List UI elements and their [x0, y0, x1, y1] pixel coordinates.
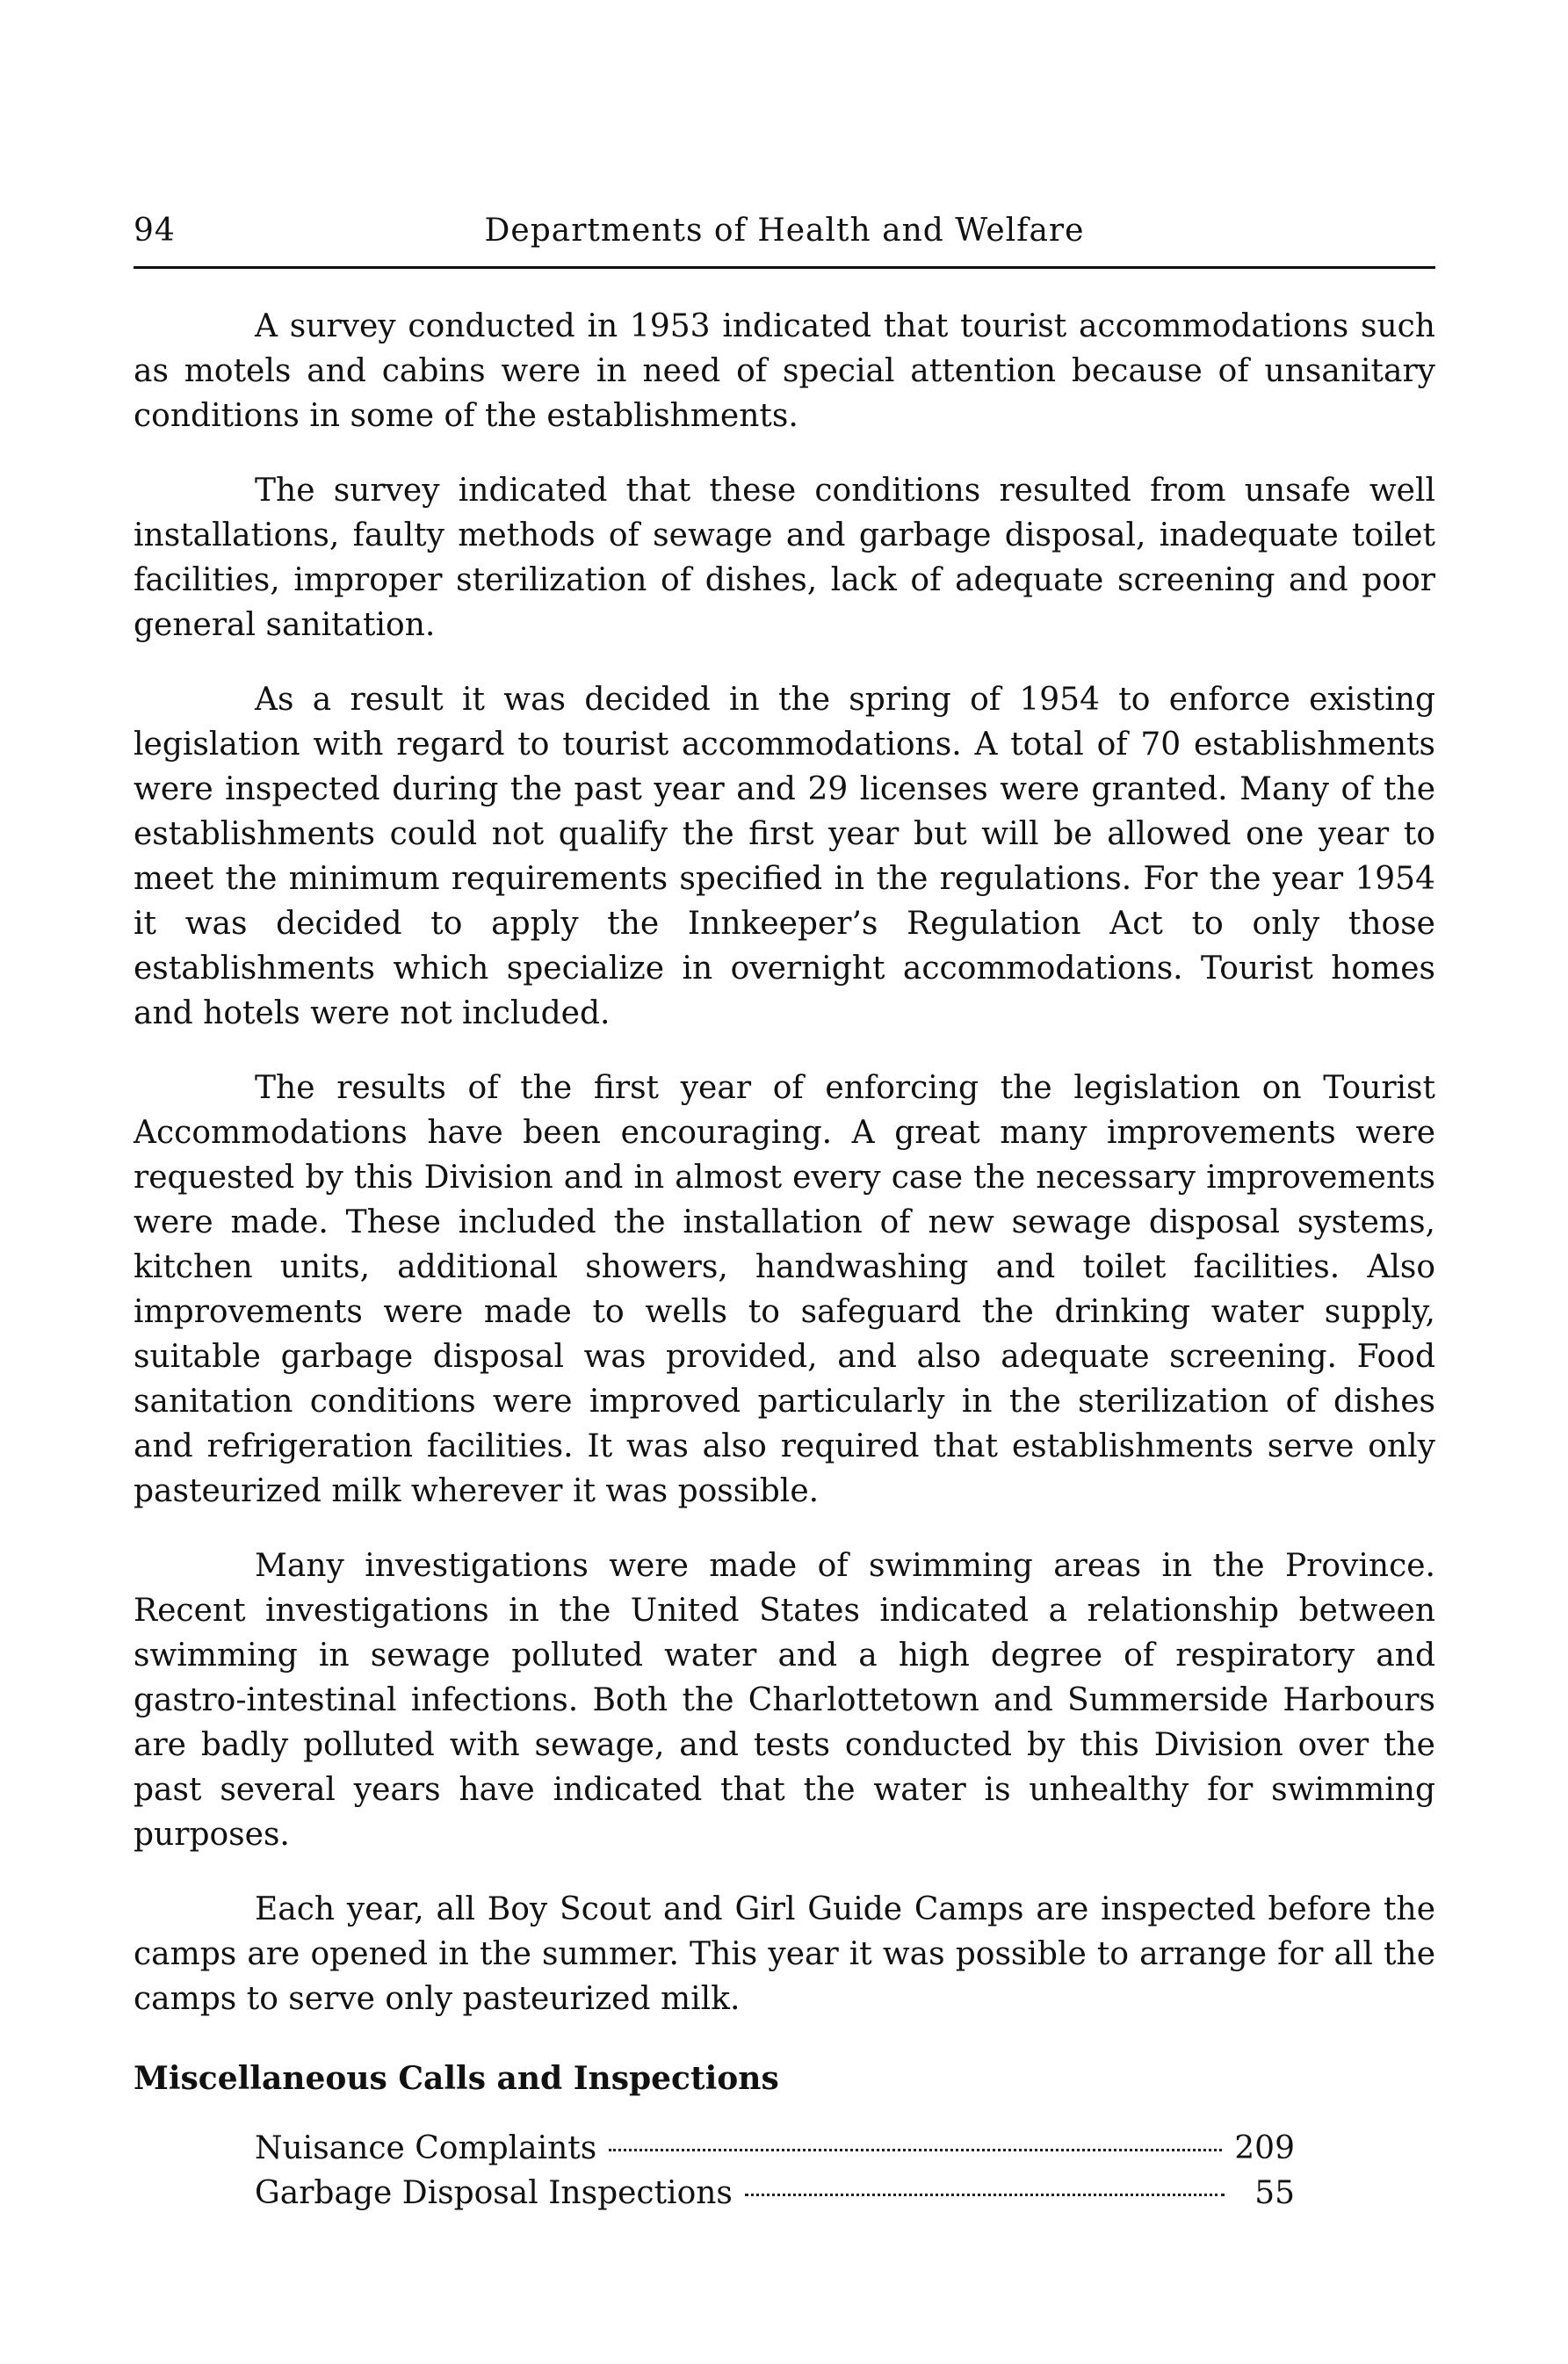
stat-row-garbage-disposal-inspections [255, 2171, 1295, 2216]
paragraph-results: The results of the first year of enforcing the legislation on Tourist Accommodations have been encouraging. A great many improvements were requested by this Division and in almost every case the necessary improvements were made. These included the installation of new sewage disposal systems, kitchen units, additional showers, handwashing and toilet facilities. Also improvements were made to wells to safeguard the drinking water supply, suitable garbage disposal was provided, and also adequate screening. Food sanitation conditions were improved particularly in the sterilization of dishes and refrigeration facilities. It was also required that establishments serve only pasteurized milk wherever it was possible. [134, 1070, 1435, 1509]
page-number: 94 [134, 213, 176, 249]
stat-row-nuisance-complaints [255, 2126, 1295, 2171]
paragraph-swimming-areas: Many investigations were made of swimming areas in the Province. Recent investigations in the United States indicated a relationship between swimming in sewage polluted water and a high degree of respiratory and gastro-intestinal infections. Both the Charlottetown and Summerside Harbours are badly polluted with sewage, and tests conducted by this Division over the past several years have indicated that the water is unhealthy for swimming purposes. [134, 1548, 1435, 1853]
body-text [134, 304, 1435, 2216]
paragraph-camps: Each year, all Boy Scout and Girl Guide Camps are inspected before the camps are opened in the summer. This year it was possible to arrange for all the camps to serve only pasteurized milk. [134, 1891, 1435, 2017]
stat-value: 55 [1254, 2175, 1295, 2211]
stat-label: Nuisance Complaints [255, 2130, 597, 2166]
inspection-stats-list [255, 2126, 1295, 2216]
paragraph-survey-findings: The survey indicated that these conditions resulted from unsafe well installations, faulty methods of sewage and garbage disposal, inadequate toilet facilities, improper sterilization of dishes, lack of adequate screening and poor general sanitation. [134, 473, 1435, 643]
page-header [134, 211, 1435, 269]
stat-value: 209 [1234, 2130, 1295, 2166]
dot-leader [745, 2194, 1225, 2196]
section-heading: Miscellaneous Calls and Inspections [134, 2060, 779, 2097]
paragraph-enforcement-1954: As a result it was decided in the spring of 1954 to enforce existing legislation with regard to tourist accommodations. A total of 70 establishments were inspected during the past year and 29 licenses were granted. Many of the establishments could not qualify the first year but will be allowed one year to meet the minimum requirements specified in the regulations. For the year 1954 it was decided to apply the Innkeeper’s Regulation Act to only those establishments which specialize in overnight accommodations. Tourist homes and hotels were not included. [134, 682, 1435, 1031]
stat-label: Garbage Disposal Inspections [255, 2175, 733, 2211]
running-title: Departments of Health and Welfare [484, 213, 1085, 249]
paragraph-tourist-survey: A survey conducted in 1953 indicated that tourist accommodations such as motels and cabins were in need of special attention because of unsanitary conditions in some of the establishments. [134, 308, 1435, 434]
dot-leader [609, 2149, 1222, 2151]
